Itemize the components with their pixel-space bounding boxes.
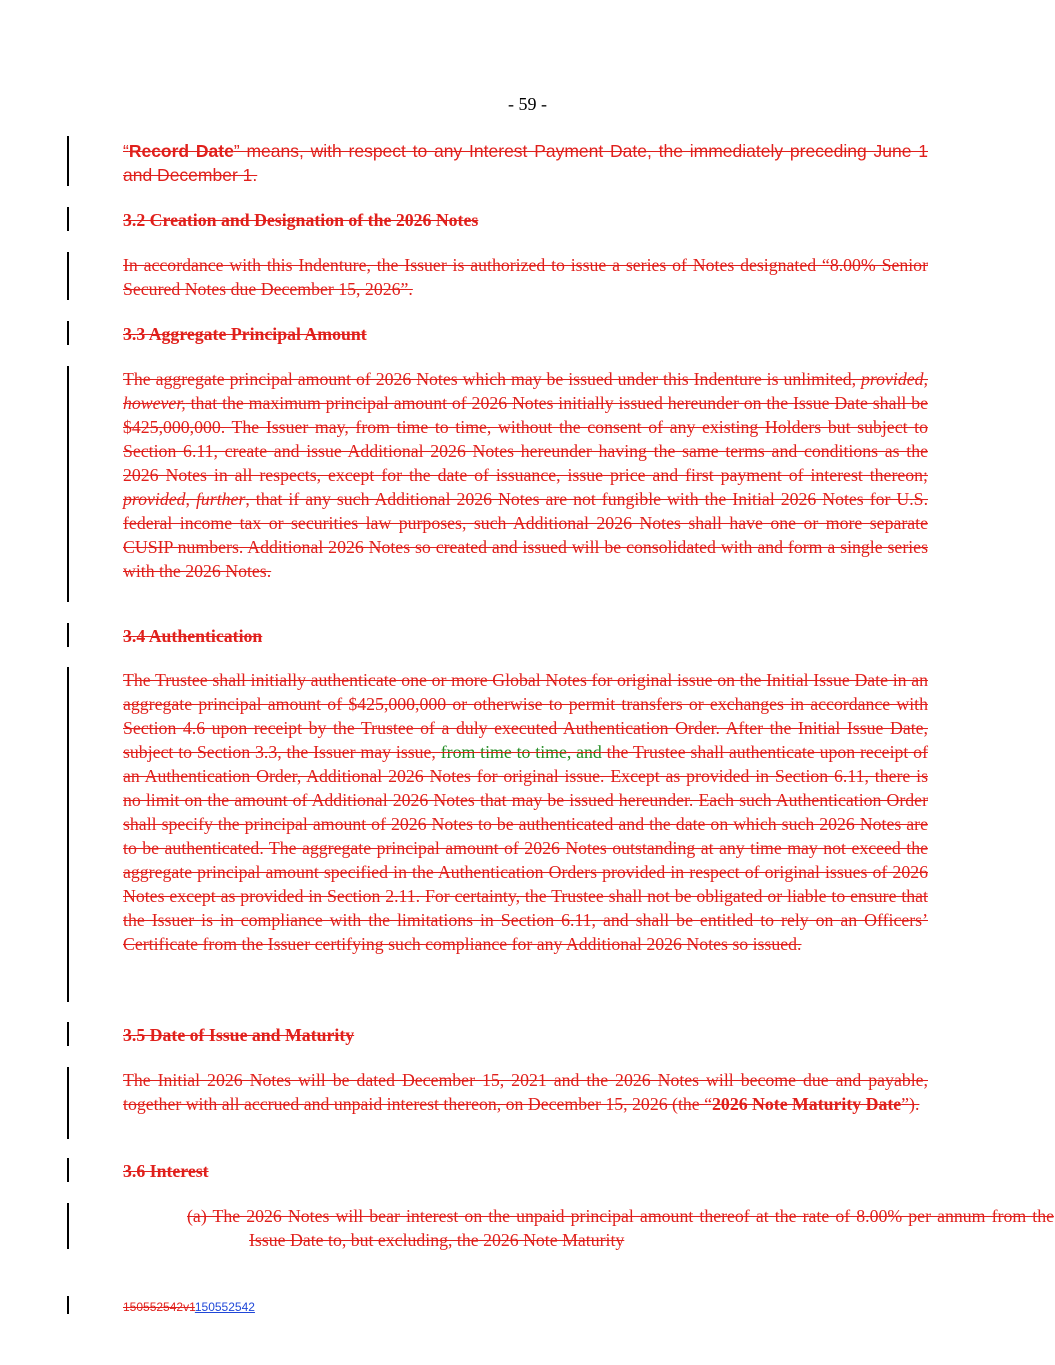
change-bar: [67, 1203, 69, 1249]
section-heading-3-4: 3.4 Authentication: [123, 626, 263, 646]
open-quote: “: [123, 141, 129, 161]
record-date-definition: [123, 139, 928, 187]
section-body-3-4: The Trustee shall initially authenticate one or more Global Notes for original issue on the Initial Issue Date in an aggregate principal amount of $425,000,000 or otherwise to permit transfers or exchanges in accordance with Section 4.6 upon receipt by the Trustee of a duly executed Authentication Order. After the Initial Issue Date, subject to Section 3.3, the Issuer may issue, from time to time, and the Trustee shall authenticate upon receipt of an Authentication Order, Additional 2026 Notes for original issue. Except as provided in Section 6.11, there is no limit on the amount of Additional 2026 Notes that may be issued hereunder. Each such Authentication Order shall specify the principal amount of 2026 Notes to be authenticated and the date on which such 2026 Notes are to be authenticated. The aggregate principal amount of 2026 Notes outstanding at any time may not exceed the aggregate principal amount specified in the Authentication Orders provided in respect of original issues of 2026 Notes except as provided in Section 2.11. For certainty, the Trustee shall not be obligated or liable to ensure that the Issuer is in compliance with the limitations in Section 6.11, and shall be entitled to rely on an Officers’ Certificate from the Issuer certifying such compliance for any Additional 2026 Notes so issued.: [123, 670, 928, 954]
section-body-3-5: The Initial 2026 Notes will be dated December 15, 2021 and the 2026 Notes will become due and payable, together with all accrued and unpaid interest thereon, on December 15, 2026 (the “2026 Note Maturity Date”).: [123, 1070, 928, 1114]
change-bar: [67, 321, 69, 345]
change-bar: [67, 1067, 69, 1139]
change-bar: [67, 207, 69, 231]
document-id-footer: [123, 1299, 255, 1315]
deleted-doc-id: 150552542v1: [123, 1300, 195, 1314]
change-bar: [67, 136, 69, 186]
section-body-3-2: In accordance with this Indenture, the Issuer is authorized to issue a series of Notes designated “8.00% Senior Secured Notes due December 15, 2026”.: [123, 255, 928, 299]
inserted-doc-id: 150552542: [194, 1300, 255, 1314]
section-body-3-3: The aggregate principal amount of 2026 Notes which may be issued under this Indenture is unlimited, provided, however, that the maximum principal amount of 2026 Notes initially issued hereunder on the Issue Date shall be $425,000,000. The Issuer may, from time to time, without the consent of any existing Holders but subject to Section 6.11, create and issue Additional 2026 Notes hereunder having the same terms and conditions as the 2026 Notes in all respects, except for the date of issuance, issue price and first payment of interest thereon; provided, further, that if any such Additional 2026 Notes are not fungible with the Initial 2026 Notes for U.S. federal income tax or securities law purposes, such Additional 2026 Notes shall have one or more separate CUSIP numbers. Additional 2026 Notes so created and issued will be consolidated with and form a single series with the 2026 Notes.: [123, 369, 929, 581]
moved-text: from time to time, and: [440, 742, 602, 762]
change-bar: [67, 1158, 69, 1182]
interest-item-a: (a) The 2026 Notes will bear interest on the unpaid principal amount thereof at the rate of 8.00% per annum from the Issue Date to, but excluding, the 2026 Note Maturity: [187, 1206, 1054, 1250]
change-bar: [67, 366, 69, 602]
page-number: - 59 -: [508, 94, 547, 114]
change-bar: [67, 623, 69, 647]
section-heading-3-5: 3.5 Date of Issue and Maturity: [123, 1025, 355, 1045]
change-bar: [67, 667, 69, 1002]
section-heading-3-6: 3.6 Interest: [123, 1161, 209, 1181]
section-heading-3-3: 3.3 Aggregate Principal Amount: [123, 324, 367, 344]
defined-term: Record Date: [128, 141, 234, 161]
change-bar: [67, 1296, 69, 1314]
change-bar: [67, 1022, 69, 1046]
definition-text: ” means, with respect to any Interest Payment Date, the immediately preceding June 1 and December 1.: [123, 141, 928, 185]
change-bar: [67, 252, 69, 300]
section-heading-3-2: 3.2 Creation and Designation of the 2026 Notes: [123, 210, 479, 230]
